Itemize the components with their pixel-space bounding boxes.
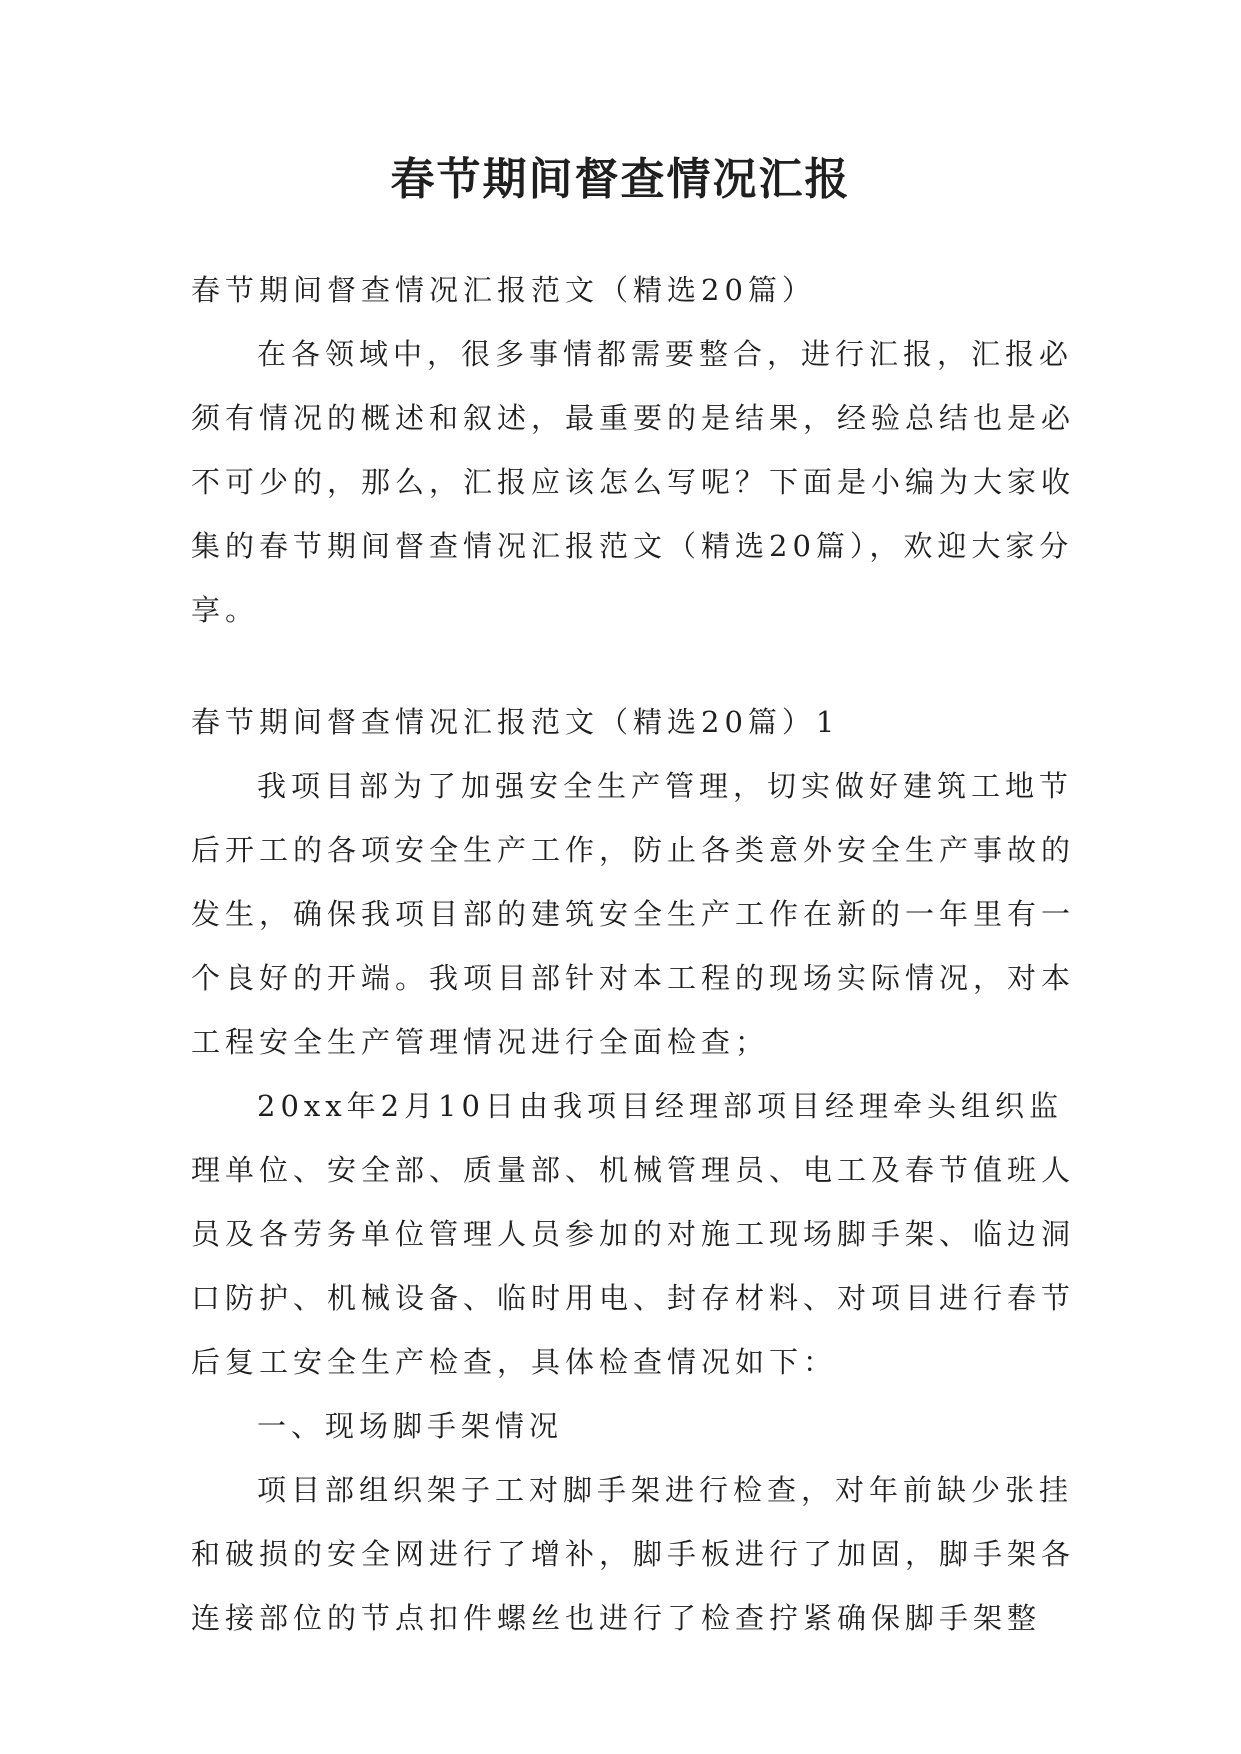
section-spacer <box>191 642 1051 690</box>
intro-line: 须有情况的概述和叙述，最重要的是结果，经验总结也是必 <box>191 401 1076 435</box>
paragraph-line: 连接部位的节点扣件螺丝也进行了检查拧紧确保脚手架整 <box>191 1601 1042 1635</box>
paragraph-line: 发生，确保我项目部的建筑安全生产工作在新的一年里有一 <box>191 897 1076 931</box>
document-title: 春节期间督查情况汇报 <box>390 154 851 205</box>
intro-paragraph <box>191 322 1076 642</box>
document-body <box>191 258 1076 1650</box>
paragraph-line: 和破损的安全网进行了增补，脚手板进行了加固，脚手架各 <box>191 1537 1076 1571</box>
paragraph-line: 工程安全生产管理情况进行全面检查； <box>191 1025 770 1059</box>
paragraph-2 <box>191 1074 1076 1394</box>
intro-line: 享。 <box>191 593 260 627</box>
paragraph-line: 项目部组织架子工对脚手架进行检查，对年前缺少张挂 <box>257 1473 1074 1507</box>
subheading: 一、现场脚手架情况 <box>257 1409 564 1443</box>
paragraph-line: 后开工的各项安全生产工作，防止各类意外安全生产事故的 <box>191 833 1076 867</box>
paragraph-line: 个良好的开端。我项目部针对本工程的现场实际情况，对本 <box>191 961 1076 995</box>
paragraph-line: 后复工安全生产检查，具体检查情况如下： <box>191 1345 838 1379</box>
paragraph-line: 理单位、安全部、质量部、机械管理员、电工及春节值班人 <box>191 1153 1076 1187</box>
document-subtitle: 春节期间督查情况汇报范文（精选20篇） <box>191 273 816 307</box>
paragraph-line: 员及各劳务单位管理人员参加的对施工现场脚手架、临边洞 <box>191 1217 1076 1251</box>
paragraph-line: 口防护、机械设备、临时用电、封存材料、对项目进行春节 <box>191 1281 1076 1315</box>
intro-line: 在各领域中，很多事情都需要整合，进行汇报，汇报必 <box>257 337 1074 371</box>
paragraph-1 <box>191 754 1076 1074</box>
paragraph-line: 20xx年2月10日由我项目经理部项目经理牵头组织监 <box>257 1089 1063 1123</box>
intro-line: 不可少的，那么，汇报应该怎么写呢？下面是小编为大家收 <box>191 465 1076 499</box>
paragraph-line: 我项目部为了加强安全生产管理，切实做好建筑工地节 <box>257 769 1074 803</box>
intro-line: 集的春节期间督查情况汇报范文（精选20篇），欢迎大家分 <box>191 529 1074 563</box>
section-heading: 春节期间督查情况汇报范文（精选20篇）1 <box>191 705 840 739</box>
paragraph-3 <box>191 1458 1076 1650</box>
